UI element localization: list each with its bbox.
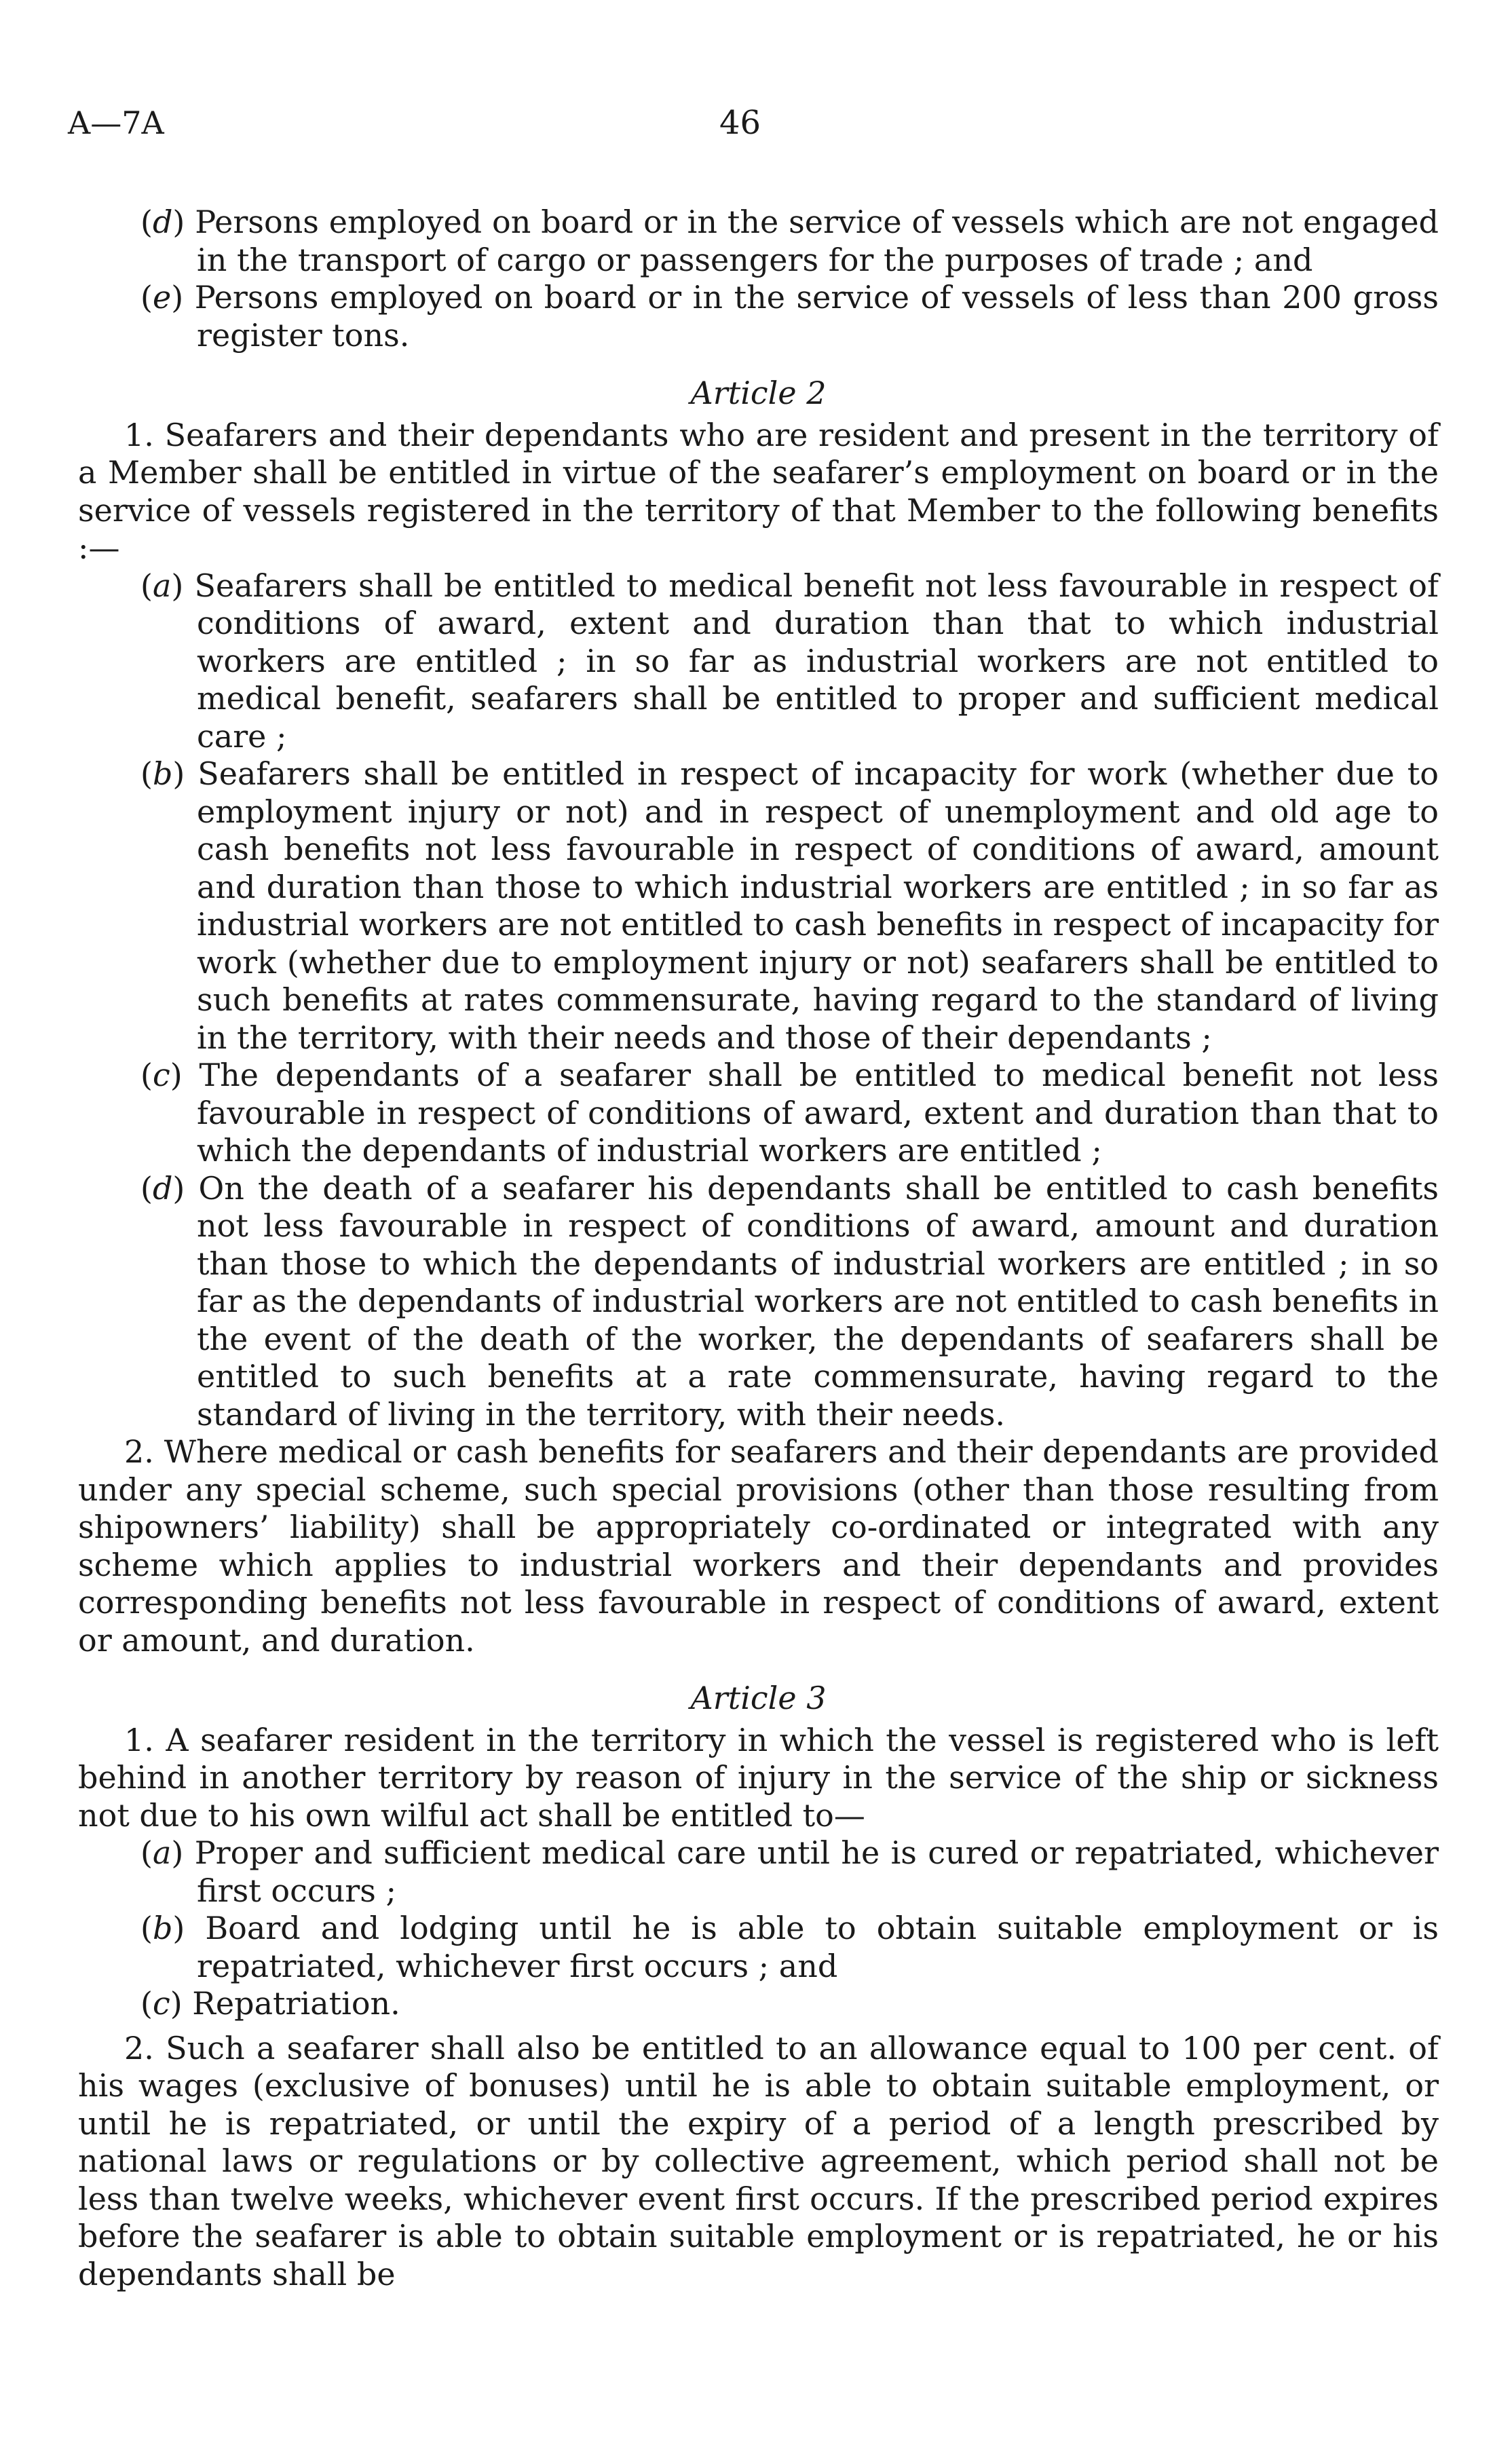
- item-text: Persons employed on board or in the service of vessels of less than 200 gross register tons.: [194, 279, 1439, 354]
- list-item: (b) Seafarers shall be entitled in respect of incapacity for work (whether due to employment injury or not) and in respect of unemployment and old age to cash benefits not less favourable in respect of conditions of award, amount and duration than those to which industrial workers are entitled ; in so far as industrial workers are not entitled to cash benefits in respect of incapacity for work (whether due to employment injury or not) seafarers shall be entitled to such benefits at rates commensurate, having regard to the standard of living in the territory, with their needs and those of their dependants ;: [140, 755, 1439, 1056]
- list-item: (c) The dependants of a seafarer shall be entitled to medical benefit not less favourable in respect of conditions of award, extent and duration than that to which the dependants of industrial workers are entitled ;: [140, 1057, 1439, 1169]
- item-text: On the death of a seafarer his dependants shall be entitled to cash benefits not less favourable in respect of conditions of award, amount and duration than those to which the dependants of industrial workers are entitled ; in so far as the dependants of industrial workers are not entitled to cash benefits in the event of the death of the worker, the dependants of seafarers shall be entitled to such benefits at a rate commensurate, having regard to the standard of living in the territory, with their needs.: [197, 1169, 1439, 1433]
- list-item: (d) Persons employed on board or in the service of vessels which are not engaged in the transport of cargo or passengers for the purposes of trade ; and: [140, 204, 1439, 278]
- document-reference: A—7A: [68, 105, 164, 141]
- article-2-paragraph-2: 2. Where medical or cash benefits for seafarers and their dependants are provided under any special scheme, such special provisions (other than those resulting from shipowners’ liability) shall be appropriately co-ordinated or integrated with any scheme which applies to industrial workers and their dependants and provides corresponding benefits not less favourable in respect of conditions of award, extent or amount, and duration.: [78, 1433, 1439, 1659]
- item-text: Persons employed on board or in the service of vessels which are not engaged in the transport of cargo or passengers for the purposes of trade ; and: [195, 204, 1439, 278]
- item-label: b: [152, 755, 173, 792]
- item-label: e: [152, 279, 172, 316]
- page-number: 46: [719, 104, 761, 142]
- article-3-paragraph-1: 1. A seafarer resident in the territory in which the vessel is registered who is left behind in another territory by reason of injury in the service of the ship or sickness not due to his own wilful act shall be entitled to—: [78, 1721, 1439, 1834]
- item-text: Repatriation.: [192, 1985, 400, 2022]
- item-text: Proper and sufficient medical care until he is cured or repatriated, whichever first occurs ;: [194, 1834, 1439, 1909]
- document-body: [78, 204, 1439, 2293]
- list-item: (c) Repatriation.: [140, 1985, 400, 2022]
- item-label: b: [152, 1910, 173, 1946]
- article-2-paragraph-1: 1. Seafarers and their dependants who are resident and present in the territory of a Member shall be entitled in virtue of the seafarer’s employment on board or in the service of vessels registered in the territory of that Member to the following benefits :—: [78, 416, 1439, 566]
- list-item: (a) Seafarers shall be entitled to medical benefit not less favourable in respect of conditions of award, extent and duration than that to which industrial workers are entitled ; in so far as industrial workers are not entitled to medical benefit, seafarers shall be entitled to proper and sufficient medical care ;: [140, 567, 1439, 755]
- item-text: Seafarers shall be entitled to medical benefit not less favourable in respect of conditions of award, extent and duration than that to which industrial workers are entitled ; in so far as industrial workers are not entitled to medical benefit, seafarers shall be entitled to proper and sufficient medical care ;: [194, 567, 1439, 755]
- item-label: c: [152, 1057, 170, 1093]
- item-label: a: [152, 567, 172, 604]
- item-text: Board and lodging until he is able to obtain suitable employment or is repatriated, whichever first occurs ; and: [197, 1910, 1439, 1984]
- page-header: [68, 105, 1444, 145]
- item-text: Seafarers shall be entitled in respect of incapacity for work (whether due to employment injury or not) and in respect of unemployment and old age to cash benefits not less favourable in respect of conditions of award, amount and duration than those to which industrial workers are entitled ; in so far as industrial workers are not entitled to cash benefits in respect of incapacity for work (whether due to employment injury or not) seafarers shall be entitled to such benefits at rates commensurate, having regard to the standard of living in the territory, with their needs and those of their dependants ;: [197, 755, 1439, 1056]
- list-item: (e) Persons employed on board or in the service of vessels of less than 200 gross register tons.: [140, 279, 1439, 354]
- article-3-title: Article 3: [690, 1680, 827, 1716]
- article-2-title: Article 2: [690, 375, 827, 411]
- item-label: a: [152, 1834, 172, 1871]
- item-label: d: [152, 1169, 173, 1207]
- list-item: (d) On the death of a seafarer his dependants shall be entitled to cash benefits not less favourable in respect of conditions of award, amount and duration than those to which the dependants of industrial workers are entitled ; in so far as the dependants of industrial workers are not entitled to cash benefits in the event of the death of the worker, the dependants of seafarers shall be entitled to such benefits at a rate commensurate, having regard to the standard of living in the territory, with their needs.: [140, 1169, 1439, 1433]
- item-text: The dependants of a seafarer shall be entitled to medical benefit not less favourable in respect of conditions of award, extent and duration than that to which the dependants of industrial workers are entitled ;: [197, 1057, 1439, 1169]
- item-label: c: [152, 1985, 170, 2022]
- list-item: (b) Board and lodging until he is able to obtain suitable employment or is repatriated, whichever first occurs ; and: [140, 1910, 1439, 1984]
- article-3-paragraph-2: 2. Such a seafarer shall also be entitled to an allowance equal to 100 per cent. of his wages (exclusive of bonuses) until he is able to obtain suitable employment, or until he is repatriated, or until the expiry of a period of a length prescribed by national laws or regulations or by collective agreement, which period shall not be less than twelve weeks, whichever event first occurs. If the prescribed period expires before the seafarer is able to obtain suitable employment or is repatriated, he or his dependants shall be: [78, 2029, 1439, 2292]
- spacer: [78, 2023, 1439, 2030]
- list-item: (a) Proper and sufficient medical care until he is cured or repatriated, whichever first occurs ;: [140, 1834, 1439, 1909]
- item-label: d: [152, 204, 173, 240]
